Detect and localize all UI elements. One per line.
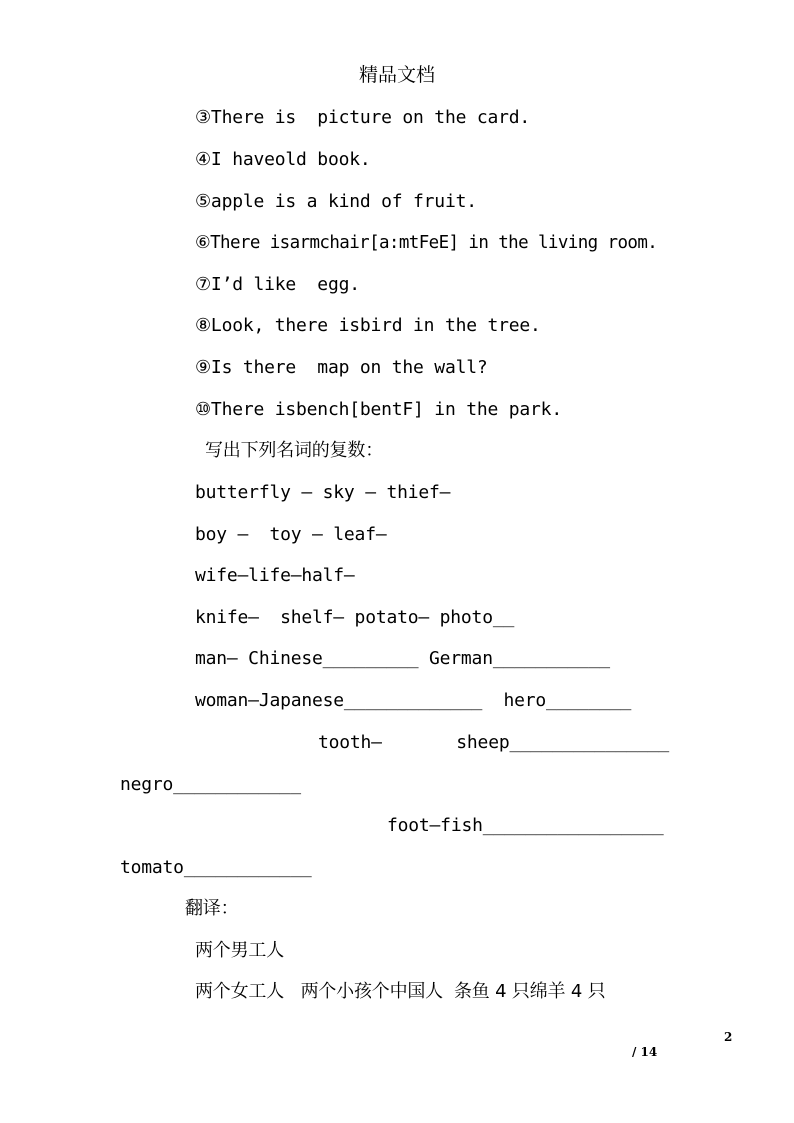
exercise-item-7: ⑦I’d like egg.	[195, 274, 360, 295]
exercise-item-8: ⑧Look, there isbird in the tree.	[195, 315, 541, 336]
translation-heading: 翻译：	[185, 898, 239, 919]
exercise-item-3: ③There is picture on the card.	[195, 107, 531, 128]
plurals-line: man— Chinese_________ German___________	[195, 648, 610, 669]
plurals-line: negro____________	[120, 774, 301, 795]
exercise-item-9: ⑨Is there map on the wall?	[195, 357, 488, 378]
translation-line: 两个男工人	[195, 940, 284, 961]
plurals-line: tooth— sheep_______________	[318, 732, 670, 753]
exercise-item-6: ⑥There isarmchair[a:mtFeE] in the living room.	[195, 233, 658, 253]
exercise-item-4: ④I haveold book.	[195, 149, 371, 170]
plurals-line: butterfly — sky — thief—	[195, 482, 451, 503]
translation-line: 两个女工人 两个小孩个中国人 条鱼 4 只绵羊 4 只	[195, 981, 606, 1002]
page-total: / 14	[632, 1045, 658, 1059]
page-header-title: 精品文档	[358, 64, 435, 86]
plurals-line: knife— shelf— potato— photo__	[195, 607, 515, 628]
plurals-line: foot—fish_________________	[387, 815, 664, 836]
plurals-line: boy — toy — leaf—	[195, 524, 387, 545]
plurals-heading: 写出下列名词的复数：	[205, 440, 383, 461]
exercise-item-10: ⑩There isbench[bentF] in the park.	[195, 399, 562, 420]
page-number: 2	[724, 1030, 733, 1044]
exercise-item-5: ⑤apple is a kind of fruit.	[195, 191, 477, 212]
plurals-line: tomato____________	[120, 857, 312, 878]
plurals-line: woman—Japanese_____________ hero________	[195, 690, 632, 711]
plurals-line: wife—life—half—	[195, 565, 355, 586]
